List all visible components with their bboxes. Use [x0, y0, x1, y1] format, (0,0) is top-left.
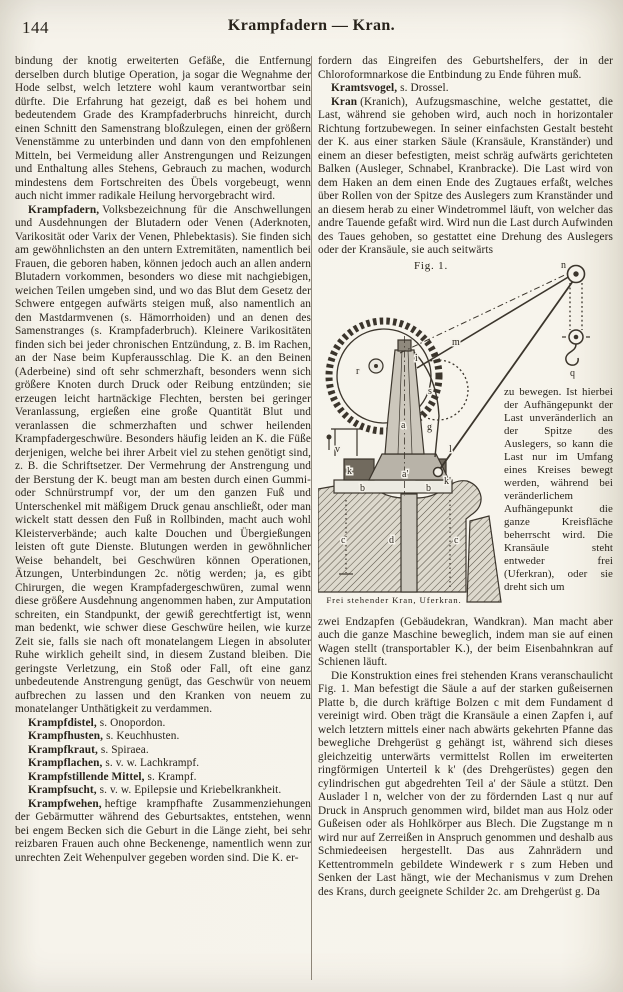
entry-krampfstillende-mittel [15, 771, 311, 785]
figure-label-r: r [356, 365, 360, 377]
paragraph-text: fordern das Eingreifen des Geburtshelfers, der in der Chloroformnarkose die Entbindung zu Ende führen muß. [318, 55, 613, 81]
article-paragraph [318, 616, 613, 670]
paragraph-text: bindung der knotig erweiterten Gefäße, die Entfernung derselben durch blutige Operation, ja sogar die Wegnahme der Hode selbst, welch letztere wohl kaum verantwortbar sein dürfte. Die Erfahrung hat gezeigt, daß es bei hohem und bedeutendem Grade des Krampfaderbruchs hinreicht, durch einen Schnitt den Samenstrang bloßzulegen, einen der größern Venenstämme zu unterbinden und dann von den empfohlenen Mitteln, bei Vermeidung aller Anstrengungen und Reizungen und Enthaltung alles Stehens, Gebrauch zu machen, wodurch mindestens dem Fortschreiten des Übels vorgebeugt, wenn auch nicht immer radikale Heilung hervorgebracht wird. [15, 55, 311, 202]
figure-label-a: a [401, 419, 406, 431]
gear-journal-pin [374, 364, 378, 368]
entry-krampfadern [15, 204, 311, 717]
column-shaft [401, 494, 417, 592]
entry-term: Krampfsucht, [28, 784, 97, 796]
figure-label-b-right: b [426, 482, 432, 494]
entry-term: Kramtsvogel, [331, 82, 398, 94]
large-gear [329, 321, 439, 431]
figure-number-caption: Fig. 1. [413, 259, 449, 272]
paragraph-text: s. Krampf. [147, 770, 197, 783]
figure-label-g: g [427, 421, 433, 433]
column-divider-rule [311, 56, 312, 980]
page-number: 144 [22, 18, 49, 37]
figure-label-i: i [415, 352, 418, 364]
entry-krampfwehen [15, 798, 311, 866]
right-column [318, 55, 613, 987]
paragraph-text: s. v. w. Epilepsie und Kriebelkrankheit. [99, 784, 282, 796]
entry-kran [318, 96, 613, 258]
entry-kramtsvogel [318, 82, 613, 96]
entry-term: Krampfkraut, [28, 743, 98, 756]
page-header [0, 17, 623, 41]
paragraph-text: s. v. w. Lachkrampf. [105, 757, 200, 769]
paragraph-text: s. Onopordon. [99, 716, 166, 729]
figure-label-a-prime: a' [402, 468, 409, 480]
page-title: Krampfadern — Kran. [227, 17, 396, 34]
jib-axis-line [400, 273, 569, 353]
paragraph-text: (Kranich), Aufzugsmaschine, welche gestattet, die Last, während sie gehoben wird, auch noch in horizontaler Richtung fortzubewegen. In seiner einfachsten Gestalt besteht der K. aus einer starken Säule (Kransäule, Kranständer) und einem an dieser befestigten, meist schräg aufwärts gerichteten Balken (Ausleger, Schnabel, Kranbracke). Die Last wird von dem Haken an dem einen Ende des Zugtaues erfaßt, welches über Rollen von der Spitze des Auslegers zum Kranständer und an diesem herab zu einer Windetrommel läuft, von welcher das andre Tauende gefaßt wird. Wird nun die Last durch Aufwinden des Taues gehoben, so gestattet eine Drehung des Auslegers oder der Kransäule, sie auch seitwärts [318, 95, 613, 256]
figure-label-c-right: c [454, 534, 459, 546]
masonry-pier [467, 516, 501, 602]
load-hook [566, 344, 578, 365]
figure-label-k: k [347, 465, 353, 477]
figure-label-c-left: c [341, 534, 346, 546]
entry-krampfhusten [15, 730, 311, 744]
paragraph-text: s. Drossel. [400, 82, 449, 94]
figure-label-d: d [389, 534, 395, 546]
entry-krampfsucht [15, 784, 311, 798]
paragraph-text: s. Spiraea. [100, 743, 149, 756]
paragraph-text: zwei Endzapfen (Gebäudekran, Wandkran). Man macht aber auch die ganze Maschine beweglich, indem man sie auf einen Wagen stellt (transportabler K.), der beim Eisenbahnkran auf Schienen läuft. [318, 615, 613, 668]
figure-caption: Frei stehender Kran, Uferkran. [326, 594, 462, 605]
entry-term: Krampfwehen, [28, 797, 102, 810]
crane-figure [318, 258, 613, 616]
entry-krampfkraut [15, 744, 311, 758]
figure-side-text: zu bewegen. Ist hierbei der Aufhängepunkt der Last unveränderlich an der Spitze des Auslegers, so kann die Last nur im Umfang eines Kreises bewegt werden, während bei veränderlichem Aufhängepunkt die ganze Kreisfläche beherrscht wird. Die Kransäule steht entweder frei (Uferkran), oder sie dreht sich um [504, 385, 613, 593]
entry-term: Kran [331, 95, 358, 108]
left-column [15, 55, 311, 987]
tension-rod-m [417, 276, 570, 368]
article-paragraph [318, 55, 613, 82]
paragraph-text: Die Konstruktion eines frei stehenden Krans veranschaulicht Fig. 1. Man befestigt die Säule a auf der starken gußeisernen Platte b, die durch kräftige Bolzen c mit dem Fundament d vereinigt wird. Oben trägt die Kransäule a einen Zapfen i, auf welch letztern mittels einer nach abwärts gekehrten Pfanne das bewegliche Drehgerüst g gehängt ist, während sich dieses gleichzeitig unterwärts vermittelst Rollen im erweiterten ringförmigen Unterteil k k' (des Drehgerüstes) gegen den cylindrischen gut abgedrehten Teil a' der Säule a stützt. Den Auslader l n, welcher von der zu fördernden Last q nur auf Druck in Anspruch genommen wird, bildet man aus Holz oder Gußeisen oder als Hohlkörper aus Blech. Die Zugstange m n wird nur auf Zerreißen in Anspruch genommen und deshalb aus Schmiedeeisen hergestellt. Das aus Zahnrädern und Kettentrommeln gebildete Windewerk r s zum Heben und Senken der Last hängt, wie der Mechanismus v zum Drehen des Krans, durch geeignete Schilder 2c. am Drehgerüst g. Da [318, 669, 613, 898]
entry-krampfdistel [15, 717, 311, 731]
figure-label-q: q [570, 367, 576, 379]
figure-label-m: m [452, 336, 460, 348]
entry-term: Krampfhusten, [28, 730, 104, 742]
paragraph-text: Volksbezeichnung für die Anschwellungen und Ausdehnungen der Blutadern oder Venen (Aderknoten, Varikosität oder Varix der Venen, Phlebektasis). Sie finden sich am gewöhnlichsten an den untern Extremitäten, namentlich bei Frauen, die geboren haben, können jedoch auch an allen andern Blutadern vorkommen, besonders wo diese mit nachgiebigen, weichen Teilen umgeben sind, und wo das Blut dem Gesetz der Schwere entgegen aufwärts steigen muß, also namentlich an den Mastdarmvenen (s. Hämorrhoiden) und an denen des Samenstranges (s. Krampfaderbruch). Kleinere Varikositäten finden sich bei jeder chronischen Entzündung, z. B. im Rachen, an der Nase beim Kupferausschlag. Die K. an den Beinen (Aderbeine) sind oft sehr schmerzhaft, besonders wenn sich größere Knoten durch Druck oder Reibung entzünden; sie erzeugen leicht hartnäckige Flechten, bersten bei geringer Veranlassung, ergießen eine große Quantität Blut und veranlassen die schmerzhaften und schwer heilenden Krampfadergeschwüre. Besonders häufig leiden an K. die Füße derjenigen, welche bei ihrer Arbeit viel zu stehen genötigt sind, z. B. die Schriftsetzer. Der Vermehrung der Anstrengung und der Berstung der K. beugt man am besten durch einen Gummi- oder Schnürstrumpf vor, der um den ganzen Fuß und Unterschenkel mit mäßigem Druck genau anschließt, oder man wickelt statt dessen den Fuß in Rollbinden, macht auch wohl Kleisterverbände; auch kalte Douchen und Übergießungen leisten oft gute Dienste. Blutungen werden in gewöhnlicher Weise behandelt, bei Geschwüren können Operationen, Ätzungen, Unterbindungen 2c. nötig werden; ja, es gibt Chirurgen, die wegen Krampfadergeschwüren, zumal wenn diese größere Ausdehnung angenommen haben, zur Amputation schreiten, ein Standpunkt, der gewiß gerechtfertigt ist, wenn man bedenkt, wie schwer diese Geschwüre heilen, wie kurze Zeit sie, falls sie nach oft monatelangem Liegen in absoluter Ruhe wirklich geheilt sind, in diesem Zustand bleiben. Die geringste Verletzung, ein Stoß oder Fall, oft eine ganz unbedeutende Anstrengung genügt, das Geschwür von neuem aufbrechen zu lassen und den Kranken von neuem zu monatelanger Unthätigkeit zu verdammen. [15, 203, 311, 715]
article-paragraph [318, 670, 613, 900]
base-plate [334, 480, 452, 493]
figure-label-n: n [561, 259, 567, 271]
figure-label-v: v [335, 443, 341, 455]
article-paragraph [15, 55, 311, 204]
strut-anchor-ring [434, 467, 443, 476]
entry-term: Krampflachen, [28, 757, 103, 769]
paragraph-text: s. Keuchhusten. [106, 730, 180, 742]
paragraph-text: heftige krampfhafte Zusammenziehungen der Gebärmutter während des Geburtsaktes, entstehen, wenn bei engem Becken sich die Geburt in die Länge zieht, bei sehr reizbaren Frauen auch ohne Beckenenge, namentlich wenn zur unrechten Zeit Wehenpulver gegeben worden sind. Die K. er- [15, 797, 311, 864]
entry-term: Krampfstillende Mittel, [28, 770, 145, 783]
crank-handle [327, 434, 332, 439]
figure-label-s: s [428, 385, 432, 397]
entry-krampflachen [15, 757, 311, 771]
figure-label-k-prime: k' [444, 475, 452, 487]
entry-term: Krampfdistel, [28, 716, 97, 729]
figure-label-b-left: b [360, 482, 366, 494]
figure-label-l: l [449, 443, 452, 455]
entry-term: Krampfadern, [28, 203, 100, 216]
